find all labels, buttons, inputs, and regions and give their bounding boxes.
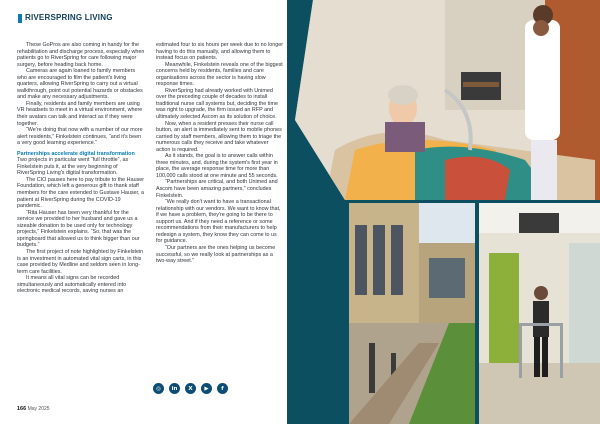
subheading: Partnerships accelerate digital transformation bbox=[17, 150, 135, 157]
section-header: RIVERSPRING LIVING bbox=[25, 13, 113, 22]
paragraph: The CIO pauses here to pay tribute to the Hauser Foundation, which left a generous gift to thank staff members for the care extended to Gustave Hauser, a patient at RiverSpring during the COVID-19 pandemic. bbox=[17, 176, 145, 210]
issue-date: May 2025 bbox=[27, 406, 50, 412]
nurse-patient-illustration bbox=[295, 0, 600, 200]
paragraph: “Partnerships are critical, and both Unimed and Ascom have been amazing partners,” concludes Finkelstein. bbox=[156, 179, 278, 199]
page-number: 166 bbox=[17, 406, 27, 412]
building-illustration bbox=[349, 203, 475, 424]
paragraph: The first project of note highlighted by Finkelstein is an investment in automated vital sign carts, in this case provided by Medline and seldom seen in long-term care facilities. bbox=[17, 248, 144, 275]
paragraph: “Rita Hauser has been very thankful for the service we provided to her husband and gave us a sizeable donation to be used only for technology projects,” Finkelstein explains. “So, that was the springboard that allowed us to think bigger than our budgets.” bbox=[17, 209, 140, 249]
photo-building bbox=[349, 203, 475, 424]
photo-therapy-room bbox=[479, 203, 600, 424]
paragraph: “We really don't want to have a transactional relationship with our vendors. We want to know that, if we have a problem, they're going to be there to support us. And if they need a reference or some recommendations from their manufacturers to help redesign a system, they know they can come to us for guidance. bbox=[156, 199, 281, 245]
paragraph: It means all vital signs can be recorded simultaneously and automatically entered into electronic medical records, saving nurses an bbox=[17, 275, 127, 295]
paragraph: Meanwhile, Finkelstein reveals one of the biggest concerns held by residents, families and care organisations across the sector is having slow response times. bbox=[156, 61, 283, 88]
social-links bbox=[153, 383, 228, 394]
paragraph: Two projects in particular went “full throttle”, as Finkelstein puts it, at the very beginning of RiverSpring Living's digital transformation. bbox=[17, 157, 129, 177]
header-accent-bar bbox=[18, 14, 22, 23]
photo-nurse-patient bbox=[295, 0, 600, 200]
photo-panel bbox=[287, 0, 600, 424]
therapy-illustration bbox=[479, 203, 600, 424]
x-icon[interactable]: X bbox=[185, 383, 196, 394]
globe-icon[interactable]: ◎ bbox=[153, 383, 164, 394]
paragraph: RiverSpring had already worked with Unimed over the preceding couple of decades to install traditional nurse call systems but, deciding the time was right to upgrade, the firm issued an RFP and ultimately selected Ascom as its solution of choice. bbox=[156, 87, 278, 121]
footer-left bbox=[17, 406, 50, 412]
paragraph: “Our partners are the ones helping us become successful, so we really look at partnerships as a two-way street.” bbox=[156, 244, 276, 265]
paragraph: “We're doing that now with a number of our more alert residents,” Finkelstein continues, “and it's been a very good learning experience.” bbox=[17, 127, 143, 147]
youtube-icon[interactable]: ▶ bbox=[201, 383, 212, 394]
paragraph: Finally, residents and family members are using VR headsets to meet in a virtual environment, where their avatars can talk and interact as if they were together. bbox=[17, 100, 143, 127]
paragraph: These GoPros are also coming in handy for the rehabilitation and discharge process, especially when patients go to RiverSpring for care following major surgery, before heading back home. bbox=[17, 42, 145, 68]
paragraph: Cameras are again loaned to family members who are encouraged to film the patient's living quarters, allowing RiverSpring to carry out a virtual walkthrough, point out potential hazards or obstacles and make any necessary adjustments. bbox=[17, 68, 143, 101]
paragraph: As it stands, the goal is to answer calls within three minutes, and, during the system's first year in place, the average response time for more than 100,000 calls stood at one minute and 55 seconds. bbox=[156, 153, 278, 179]
facebook-icon[interactable]: f bbox=[217, 383, 228, 394]
article-column-1 bbox=[17, 42, 145, 295]
paragraph: Now, when a resident presses their nurse call button, an alert is immediately sent to mobile phones carried by staff members, allowing them to triage the numerous calls they receive and take whatever action is required. bbox=[156, 120, 282, 153]
linkedin-icon[interactable]: in bbox=[169, 383, 180, 394]
article-column-2 bbox=[156, 42, 284, 265]
paragraph: estimated four to six hours per week due to no longer having to do this manually, and allowing them to instead focus on patients. bbox=[156, 42, 284, 62]
